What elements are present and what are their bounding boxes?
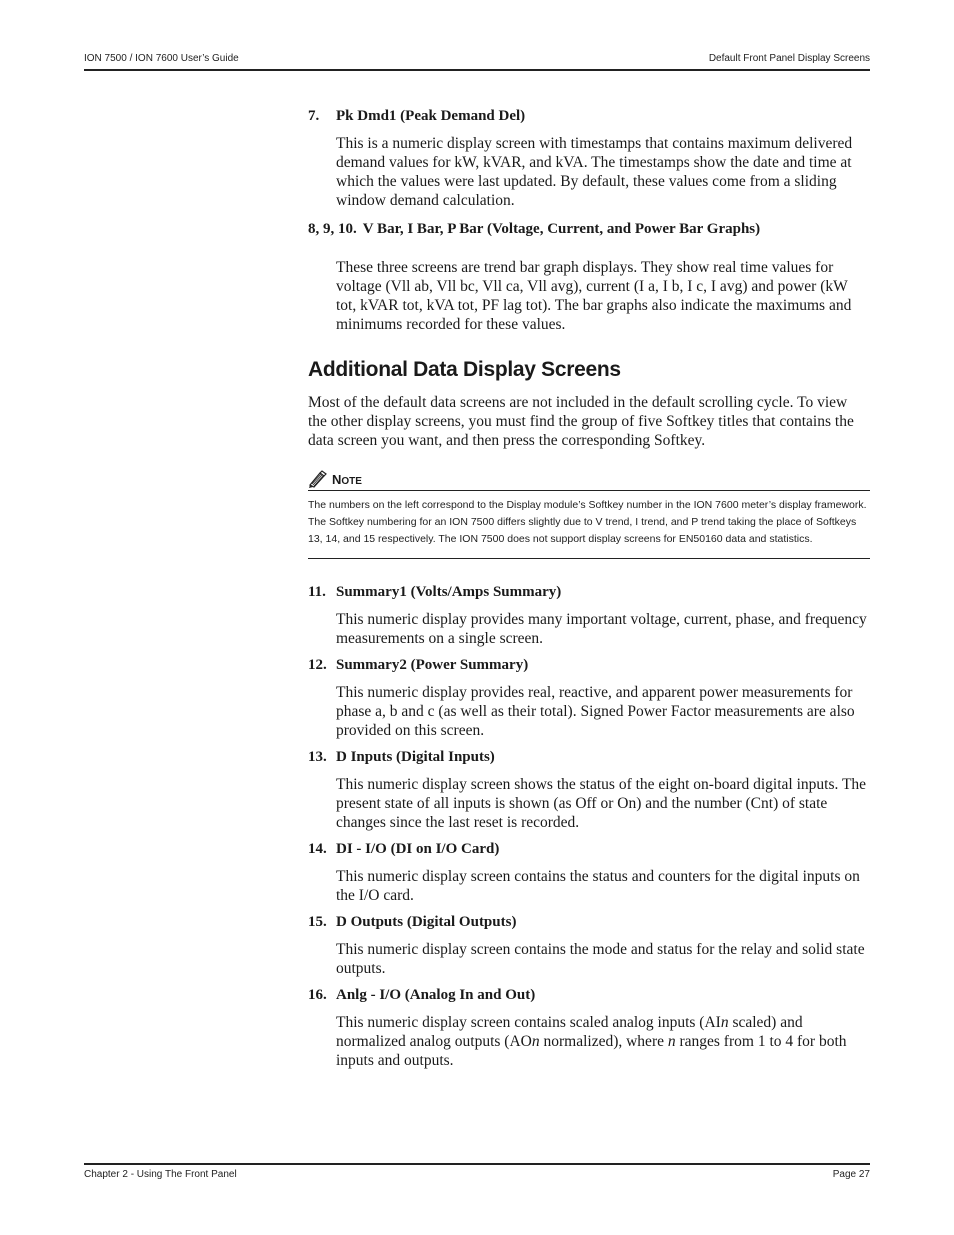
item-title: Summary1 (Volts/Amps Summary) bbox=[336, 584, 562, 600]
section-title: Additional Data Display Screens bbox=[308, 358, 621, 381]
item-heading bbox=[308, 748, 870, 767]
note-label: NOTE bbox=[332, 471, 362, 487]
list-item bbox=[308, 220, 870, 334]
item-number: 16. bbox=[308, 987, 327, 1003]
item-description: This numeric display screen contains scaled analog inputs (AIn scaled) and normalized analog outputs (AOn normalized), where n ranges from 1 to 4 for both inputs and outputs. bbox=[336, 1014, 847, 1069]
note-box bbox=[308, 470, 870, 559]
item-number: 15. bbox=[308, 914, 327, 930]
note-header bbox=[308, 470, 870, 491]
footer-rule bbox=[84, 1163, 870, 1165]
item-number: 13. bbox=[308, 749, 327, 765]
item-title: DI - I/O (DI on I/O Card) bbox=[336, 841, 500, 857]
item-heading bbox=[308, 840, 870, 859]
item-number: 8, 9, 10. bbox=[308, 221, 357, 237]
item-title: Summary2 (Power Summary) bbox=[336, 657, 529, 673]
item-heading bbox=[308, 656, 870, 675]
item-title: Pk Dmd1 (Peak Demand Del) bbox=[336, 108, 526, 124]
item-number: 14. bbox=[308, 841, 327, 857]
item-description: This is a numeric display screen with timestamps that contains maximum delivered demand values for kW, kVAR, and kVA. The timestamps show the date and time at which the values were last updated. By default, these values come from a sliding window demand calculation. bbox=[336, 135, 853, 209]
header-rule bbox=[84, 69, 870, 71]
item-description: These three screens are trend bar graph displays. They show real time values for voltage (Vll ab, Vll bc, Vll ca, Vll avg), current (I a, I b, I c, I avg) and power (kW tot, kVAR tot, kVA tot, PF lag tot). The bar graphs also indicate the maximums and minimums recorded for these values. bbox=[336, 259, 852, 333]
item-list bbox=[308, 583, 870, 1070]
note-text: The numbers on the left correspond to the Display module’s Softkey number in the ION 7600 meter’s display framework. The Softkey numbering for an ION 7500 differs slightly due to V trend, I trend, and P trend taking the place of Softkeys 13, 14, and 15 respectively. The ION 7500 does not support display screens for EN50160 data and statistics. bbox=[308, 497, 870, 559]
item-title: Anlg - I/O (Analog In and Out) bbox=[336, 987, 536, 1003]
item-heading bbox=[308, 107, 870, 126]
item-title: D Inputs (Digital Inputs) bbox=[336, 749, 495, 765]
item-number: 11. bbox=[308, 584, 326, 600]
item-title: D Outputs (Digital Outputs) bbox=[336, 914, 517, 930]
list-item bbox=[308, 913, 870, 978]
item-description: This numeric display screen shows the status of the eight on-board digital inputs. The present state of all inputs is shown (as Off or On) and the number (Cnt) of state changes since the last reset is recorded. bbox=[336, 776, 867, 831]
list-item bbox=[308, 840, 870, 905]
list-item bbox=[308, 748, 870, 832]
list-item bbox=[308, 107, 870, 210]
item-heading bbox=[308, 220, 870, 239]
list-item bbox=[308, 986, 870, 1070]
item-number: 12. bbox=[308, 657, 327, 673]
item-heading bbox=[308, 913, 870, 932]
list-item bbox=[308, 583, 870, 648]
item-description: This numeric display screen contains the status and counters for the digital inputs on the I/O card. bbox=[336, 868, 860, 904]
item-description: This numeric display provides real, reactive, and apparent power measurements for phase a, b and c (as well as their total). Signed Power Factor measurements are also provided on this screen. bbox=[336, 684, 855, 739]
pencil-note-icon bbox=[308, 470, 328, 488]
section-intro: Most of the default data screens are not included in the default scrolling cycle. To view the other display screens, you must find the group of five Softkey titles that contains the data screen you want, and then press the corresponding Softkey. bbox=[308, 394, 854, 449]
list-item bbox=[308, 656, 870, 740]
item-description: This numeric display screen contains the mode and status for the relay and solid state outputs. bbox=[336, 941, 865, 977]
page-number: Page 27 bbox=[832, 1169, 870, 1180]
item-heading bbox=[308, 986, 870, 1005]
running-header-right: Default Front Panel Display Screens bbox=[708, 53, 870, 64]
item-description: This numeric display provides many important voltage, current, phase, and frequency measurements on a single screen. bbox=[336, 611, 867, 647]
running-footer-left: Chapter 2 - Using The Front Panel bbox=[84, 1169, 237, 1180]
item-title: V Bar, I Bar, P Bar (Voltage, Current, and Power Bar Graphs) bbox=[362, 221, 761, 237]
item-number: 7. bbox=[308, 108, 320, 124]
page-content bbox=[308, 107, 870, 1078]
item-heading bbox=[308, 583, 870, 602]
running-header-left: ION 7500 / ION 7600 User’s Guide bbox=[84, 53, 239, 64]
